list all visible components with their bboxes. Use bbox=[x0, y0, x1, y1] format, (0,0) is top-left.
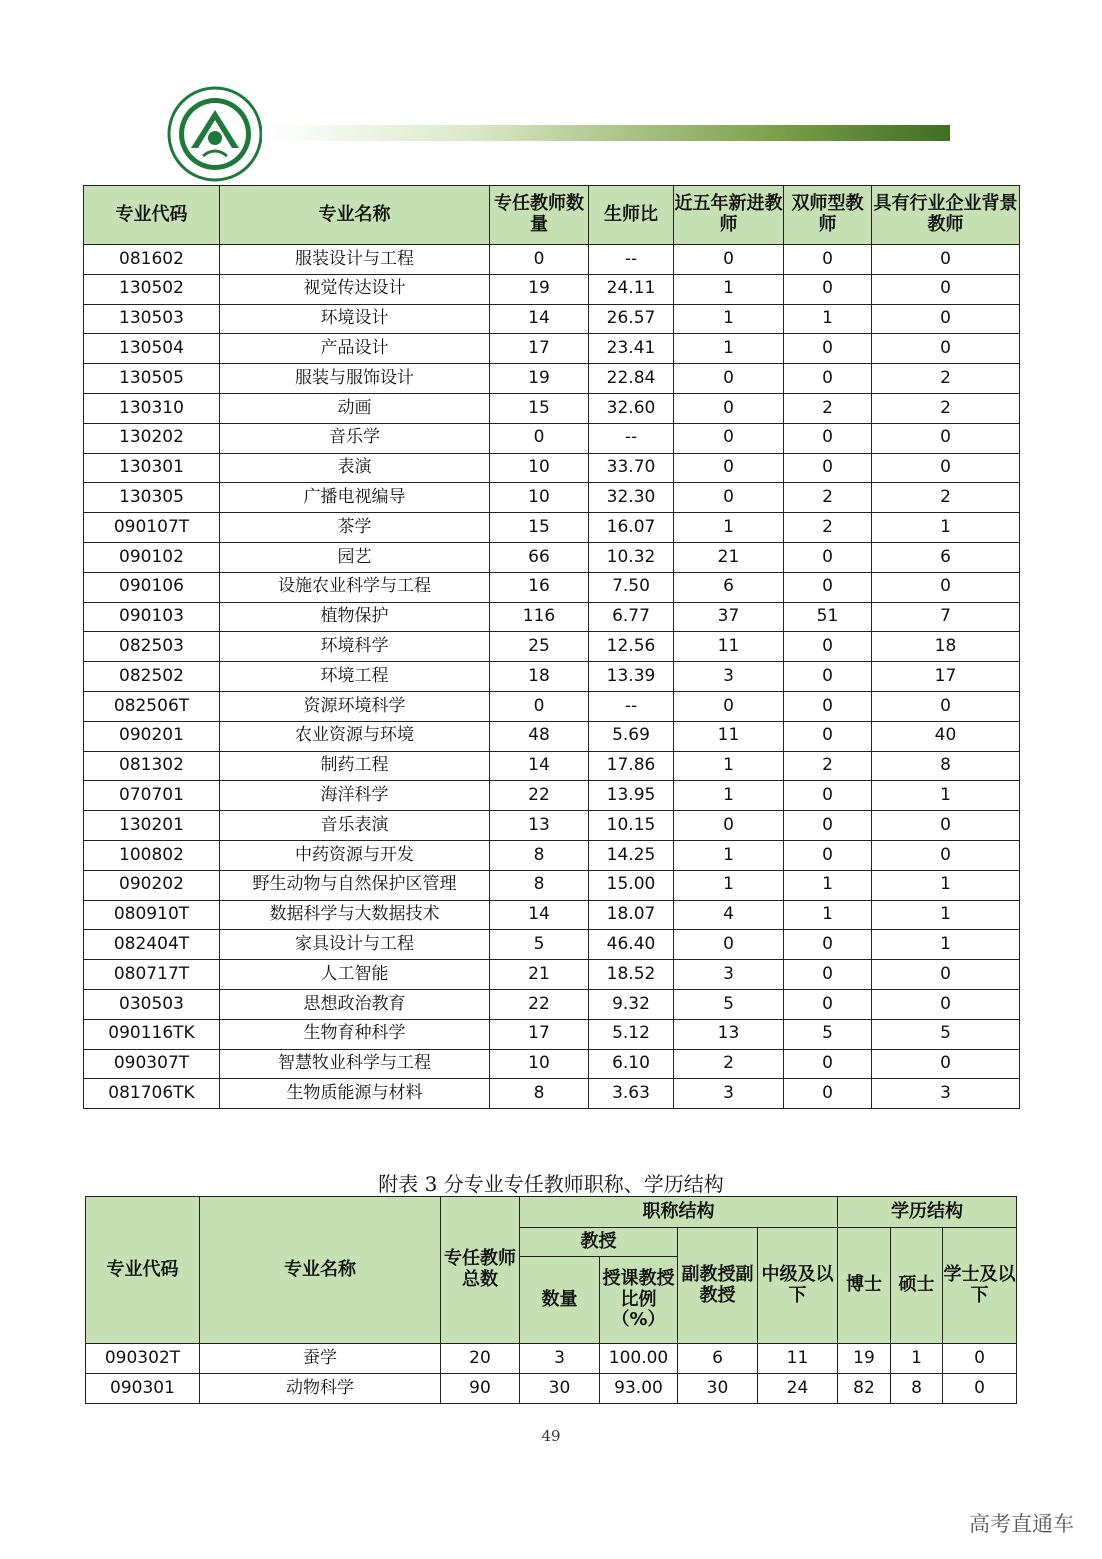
table-cell: 1 bbox=[784, 304, 872, 334]
table-cell: 视觉传达设计 bbox=[220, 274, 490, 304]
table-cell: 10 bbox=[490, 483, 589, 513]
header-cell: 具有行业企业背景教师 bbox=[872, 186, 1020, 245]
table-cell: 130505 bbox=[84, 364, 220, 394]
table-cell: 081706TK bbox=[84, 1079, 220, 1109]
table-cell: 5.12 bbox=[589, 1019, 674, 1049]
table-cell: 1 bbox=[674, 781, 784, 811]
table-cell: 2 bbox=[674, 1049, 784, 1079]
table-row bbox=[84, 245, 1020, 275]
table-cell: 植物保护 bbox=[220, 602, 490, 632]
table-cell: 090307T bbox=[84, 1049, 220, 1079]
table-cell: 茶学 bbox=[220, 513, 490, 543]
table-cell: 1 bbox=[872, 781, 1020, 811]
table-cell: 17 bbox=[490, 1019, 589, 1049]
table-cell: 动物科学 bbox=[200, 1374, 441, 1404]
table-cell: 090116TK bbox=[84, 1019, 220, 1049]
table-row bbox=[84, 781, 1020, 811]
table-cell: 数据科学与大数据技术 bbox=[220, 900, 490, 930]
table-cell: 0 bbox=[872, 245, 1020, 275]
table-row bbox=[84, 900, 1020, 930]
table-cell: 081302 bbox=[84, 751, 220, 781]
table-row bbox=[84, 274, 1020, 304]
table-cell: 23.41 bbox=[589, 334, 674, 364]
table-cell: 8 bbox=[891, 1374, 943, 1404]
table-cell: 9.32 bbox=[589, 989, 674, 1019]
table-cell: 0 bbox=[872, 840, 1020, 870]
table-cell: 116 bbox=[490, 602, 589, 632]
table-row bbox=[84, 572, 1020, 602]
table-row bbox=[84, 721, 1020, 751]
table-cell: 1 bbox=[674, 751, 784, 781]
table-cell: 4 bbox=[674, 900, 784, 930]
table-cell: 082502 bbox=[84, 662, 220, 692]
table-cell: 13.95 bbox=[589, 781, 674, 811]
table-cell: 10 bbox=[490, 453, 589, 483]
table-row bbox=[84, 1079, 1020, 1109]
table-cell: 0 bbox=[872, 989, 1020, 1019]
table-cell: 8 bbox=[490, 1079, 589, 1109]
header-code: 专业代码 bbox=[86, 1197, 200, 1344]
table-cell: 15.00 bbox=[589, 870, 674, 900]
table-cell: 100802 bbox=[84, 840, 220, 870]
table-cell: 5 bbox=[674, 989, 784, 1019]
table-row bbox=[84, 1019, 1020, 1049]
table-cell: 0 bbox=[784, 960, 872, 990]
table-cell: 3 bbox=[674, 1079, 784, 1109]
table-cell: 人工智能 bbox=[220, 960, 490, 990]
table-cell: 1 bbox=[674, 870, 784, 900]
table-cell: 0 bbox=[872, 334, 1020, 364]
table-cell: 环境工程 bbox=[220, 662, 490, 692]
table-cell: 0 bbox=[872, 274, 1020, 304]
table-cell: 资源环境科学 bbox=[220, 691, 490, 721]
table-cell: 0 bbox=[784, 1049, 872, 1079]
table-cell: 中药资源与开发 bbox=[220, 840, 490, 870]
table-cell: 130202 bbox=[84, 423, 220, 453]
table-cell: 2 bbox=[872, 483, 1020, 513]
table-cell: 设施农业科学与工程 bbox=[220, 572, 490, 602]
table-row bbox=[84, 840, 1020, 870]
table-cell: 15 bbox=[490, 393, 589, 423]
table-cell: 130305 bbox=[84, 483, 220, 513]
table-cell: 66 bbox=[490, 542, 589, 572]
table-cell: 0 bbox=[674, 245, 784, 275]
table-cell: 5.69 bbox=[589, 721, 674, 751]
header-name: 专业名称 bbox=[200, 1197, 441, 1344]
table-cell: 1 bbox=[674, 840, 784, 870]
table-cell: 0 bbox=[784, 334, 872, 364]
table-cell: 130503 bbox=[84, 304, 220, 334]
table-cell: 82 bbox=[838, 1374, 891, 1404]
table-cell: 0 bbox=[784, 691, 872, 721]
table-cell: 0 bbox=[490, 245, 589, 275]
table-cell: 130504 bbox=[84, 334, 220, 364]
table-row bbox=[84, 542, 1020, 572]
table-cell: 082404T bbox=[84, 930, 220, 960]
table-caption: 附表 3 分专业专任教师职称、学历结构 bbox=[378, 1172, 724, 1196]
table-cell: 17 bbox=[872, 662, 1020, 692]
table-cell: 1 bbox=[674, 513, 784, 543]
table-cell: 思想政治教育 bbox=[220, 989, 490, 1019]
table-cell: 16.07 bbox=[589, 513, 674, 543]
table-cell: 0 bbox=[872, 811, 1020, 841]
table-cell: 7.50 bbox=[589, 572, 674, 602]
table-cell: 24.11 bbox=[589, 274, 674, 304]
header-edu-group: 学历结构 bbox=[838, 1197, 1017, 1228]
page-number: 49 bbox=[541, 1427, 561, 1445]
table-row bbox=[84, 691, 1020, 721]
table-row bbox=[84, 870, 1020, 900]
header-cell: 生师比 bbox=[589, 186, 674, 245]
table-row bbox=[84, 811, 1020, 841]
table-cell: 30 bbox=[520, 1374, 600, 1404]
table-cell: 0 bbox=[674, 393, 784, 423]
table-cell: 0 bbox=[784, 930, 872, 960]
table-cell: 17.86 bbox=[589, 751, 674, 781]
table-cell: 082503 bbox=[84, 632, 220, 662]
table-cell: 生物育种科学 bbox=[220, 1019, 490, 1049]
table-cell: 070701 bbox=[84, 781, 220, 811]
table-cell: 51 bbox=[784, 602, 872, 632]
table-cell: 10 bbox=[490, 1049, 589, 1079]
table-cell: 音乐表演 bbox=[220, 811, 490, 841]
table-cell: 0 bbox=[784, 989, 872, 1019]
table-cell: 0 bbox=[674, 483, 784, 513]
table-cell: 0 bbox=[784, 721, 872, 751]
table-cell: 广播电视编导 bbox=[220, 483, 490, 513]
table-cell: 0 bbox=[784, 811, 872, 841]
table-cell: 8 bbox=[490, 840, 589, 870]
table-cell: 090102 bbox=[84, 542, 220, 572]
table-cell: 0 bbox=[872, 960, 1020, 990]
header-mid: 中级及以下 bbox=[758, 1228, 838, 1344]
table-cell: 6 bbox=[674, 572, 784, 602]
table-cell: 0 bbox=[943, 1344, 1017, 1374]
table-cell: 30 bbox=[678, 1374, 758, 1404]
table-cell: 22.84 bbox=[589, 364, 674, 394]
header-professor: 教授 bbox=[520, 1228, 678, 1257]
header-title-group: 职称结构 bbox=[520, 1197, 838, 1228]
table-cell: 1 bbox=[891, 1344, 943, 1374]
table-cell: 6 bbox=[872, 542, 1020, 572]
table-row bbox=[84, 393, 1020, 423]
table-cell: 090301 bbox=[86, 1374, 200, 1404]
table-cell: 2 bbox=[784, 393, 872, 423]
table-cell: 1 bbox=[784, 900, 872, 930]
table-cell: 0 bbox=[784, 364, 872, 394]
table-cell: 生物质能源与材料 bbox=[220, 1079, 490, 1109]
table-cell: 1 bbox=[872, 930, 1020, 960]
table-cell: 090202 bbox=[84, 870, 220, 900]
table-row bbox=[84, 989, 1020, 1019]
table-cell: 19 bbox=[490, 364, 589, 394]
header-associate: 副教授副教授 bbox=[678, 1228, 758, 1344]
table-row bbox=[84, 662, 1020, 692]
table-cell: 表演 bbox=[220, 453, 490, 483]
table-cell: 15 bbox=[490, 513, 589, 543]
table-cell: -- bbox=[589, 245, 674, 275]
header-cell: 专业代码 bbox=[84, 186, 220, 245]
table-cell: 080717T bbox=[84, 960, 220, 990]
table-cell: 0 bbox=[784, 781, 872, 811]
table-cell: 0 bbox=[943, 1374, 1017, 1404]
header-cell: 双师型教师 bbox=[784, 186, 872, 245]
faculty-table bbox=[83, 185, 1020, 1109]
table-cell: 0 bbox=[784, 542, 872, 572]
table-cell: 11 bbox=[758, 1344, 838, 1374]
table-row bbox=[84, 304, 1020, 334]
table-cell: 21 bbox=[674, 542, 784, 572]
table-cell: 2 bbox=[872, 393, 1020, 423]
header-phd: 博士 bbox=[838, 1228, 891, 1344]
table-cell: 22 bbox=[490, 989, 589, 1019]
table-cell: 11 bbox=[674, 632, 784, 662]
table-row bbox=[84, 1049, 1020, 1079]
table-cell: 1 bbox=[872, 900, 1020, 930]
header-cell: 专业名称 bbox=[220, 186, 490, 245]
table-cell: 6.10 bbox=[589, 1049, 674, 1079]
title-education-table bbox=[85, 1196, 1017, 1404]
table-cell: 12.56 bbox=[589, 632, 674, 662]
table-cell: 22 bbox=[490, 781, 589, 811]
table-cell: 13 bbox=[674, 1019, 784, 1049]
table-cell: 0 bbox=[872, 423, 1020, 453]
table-cell: 服装设计与工程 bbox=[220, 245, 490, 275]
table-row bbox=[86, 1374, 1017, 1404]
table-cell: 0 bbox=[784, 632, 872, 662]
table-cell: 3 bbox=[520, 1344, 600, 1374]
table-cell: 10.32 bbox=[589, 542, 674, 572]
table-cell: 3 bbox=[674, 662, 784, 692]
table-cell: 081602 bbox=[84, 245, 220, 275]
table-row bbox=[84, 334, 1020, 364]
table-cell: 海洋科学 bbox=[220, 781, 490, 811]
table-cell: 030503 bbox=[84, 989, 220, 1019]
table-cell: 0 bbox=[674, 691, 784, 721]
table-cell: 3 bbox=[674, 960, 784, 990]
table-cell: 2 bbox=[784, 751, 872, 781]
table-cell: 14 bbox=[490, 304, 589, 334]
table-cell: 16 bbox=[490, 572, 589, 602]
table-cell: 产品设计 bbox=[220, 334, 490, 364]
table-cell: 130310 bbox=[84, 393, 220, 423]
table-cell: 6.77 bbox=[589, 602, 674, 632]
table-cell: 6 bbox=[678, 1344, 758, 1374]
table-cell: 130301 bbox=[84, 453, 220, 483]
table-cell: 8 bbox=[872, 751, 1020, 781]
table-cell: 10.15 bbox=[589, 811, 674, 841]
table-cell: 1 bbox=[674, 304, 784, 334]
table-cell: 1 bbox=[872, 870, 1020, 900]
table-cell: 0 bbox=[872, 1049, 1020, 1079]
table-cell: 32.60 bbox=[589, 393, 674, 423]
table-cell: -- bbox=[589, 691, 674, 721]
table-row bbox=[84, 483, 1020, 513]
table-cell: 服装与服饰设计 bbox=[220, 364, 490, 394]
table-cell: 090107T bbox=[84, 513, 220, 543]
table-cell: 18.52 bbox=[589, 960, 674, 990]
table-cell: 7 bbox=[872, 602, 1020, 632]
header-count: 数量 bbox=[520, 1257, 600, 1344]
table-cell: 环境科学 bbox=[220, 632, 490, 662]
table-cell: 130201 bbox=[84, 811, 220, 841]
table-row bbox=[86, 1344, 1017, 1374]
table-cell: 1 bbox=[674, 334, 784, 364]
table-cell: 13.39 bbox=[589, 662, 674, 692]
table-header-row bbox=[84, 186, 1020, 245]
table-cell: 33.70 bbox=[589, 453, 674, 483]
header-gradient-bar bbox=[262, 125, 950, 141]
table-cell: 32.30 bbox=[589, 483, 674, 513]
table-cell: 2 bbox=[784, 483, 872, 513]
table-row bbox=[84, 930, 1020, 960]
table-cell: 0 bbox=[490, 423, 589, 453]
table-cell: 家具设计与工程 bbox=[220, 930, 490, 960]
table-cell: 0 bbox=[784, 1079, 872, 1109]
table-cell: 0 bbox=[674, 930, 784, 960]
table-row bbox=[84, 423, 1020, 453]
table-row bbox=[84, 513, 1020, 543]
table-cell: 0 bbox=[674, 423, 784, 453]
table-cell: 0 bbox=[784, 423, 872, 453]
table-cell: 18 bbox=[490, 662, 589, 692]
table-cell: 3 bbox=[872, 1079, 1020, 1109]
table-cell: 5 bbox=[490, 930, 589, 960]
table-cell: 100.00 bbox=[600, 1344, 678, 1374]
header-total: 专任教师总数 bbox=[441, 1197, 520, 1344]
table-cell: 18.07 bbox=[589, 900, 674, 930]
header-bachelor: 学士及以下 bbox=[943, 1228, 1017, 1344]
table-cell: 8 bbox=[490, 870, 589, 900]
table-cell: 11 bbox=[674, 721, 784, 751]
table-cell: 0 bbox=[674, 811, 784, 841]
table-cell: 1 bbox=[674, 274, 784, 304]
table-cell: 13 bbox=[490, 811, 589, 841]
table-cell: 园艺 bbox=[220, 542, 490, 572]
table-cell: 46.40 bbox=[589, 930, 674, 960]
watermark: 高考直通车 bbox=[969, 1512, 1074, 1536]
table-cell: 19 bbox=[490, 274, 589, 304]
table-cell: 3.63 bbox=[589, 1079, 674, 1109]
table-cell: 18 bbox=[872, 632, 1020, 662]
table-cell: 2 bbox=[784, 513, 872, 543]
table-cell: 19 bbox=[838, 1344, 891, 1374]
table-cell: 090302T bbox=[86, 1344, 200, 1374]
table-row bbox=[84, 632, 1020, 662]
table-row bbox=[84, 602, 1020, 632]
table-cell: 48 bbox=[490, 721, 589, 751]
table-cell: 0 bbox=[872, 304, 1020, 334]
table-row bbox=[84, 453, 1020, 483]
table-cell: 25 bbox=[490, 632, 589, 662]
table-cell: 0 bbox=[872, 453, 1020, 483]
table-cell: 080910T bbox=[84, 900, 220, 930]
header-cell: 近五年新进教师 bbox=[674, 186, 784, 245]
table-cell: 14 bbox=[490, 900, 589, 930]
header-ratio: 授课教授比例（%） bbox=[600, 1257, 678, 1344]
table-cell: 0 bbox=[872, 691, 1020, 721]
table-cell: 0 bbox=[674, 364, 784, 394]
table-cell: 14.25 bbox=[589, 840, 674, 870]
table-cell: 制药工程 bbox=[220, 751, 490, 781]
table-cell: 野生动物与自然保护区管理 bbox=[220, 870, 490, 900]
table-cell: 90 bbox=[441, 1374, 520, 1404]
table-cell: 0 bbox=[490, 691, 589, 721]
table-cell: 20 bbox=[441, 1344, 520, 1374]
university-logo bbox=[167, 86, 263, 182]
table-cell: 2 bbox=[872, 364, 1020, 394]
table-cell: 环境设计 bbox=[220, 304, 490, 334]
header-cell: 专任教师数量 bbox=[490, 186, 589, 245]
table-cell: 1 bbox=[872, 513, 1020, 543]
table-cell: 17 bbox=[490, 334, 589, 364]
table-cell: 5 bbox=[872, 1019, 1020, 1049]
header-master: 硕士 bbox=[891, 1228, 943, 1344]
table-cell: 082506T bbox=[84, 691, 220, 721]
table-cell: 1 bbox=[784, 870, 872, 900]
table-cell: 24 bbox=[758, 1374, 838, 1404]
table-cell: 蚕学 bbox=[200, 1344, 441, 1374]
table-cell: 93.00 bbox=[600, 1374, 678, 1404]
table-cell: 0 bbox=[784, 662, 872, 692]
table-cell: 0 bbox=[784, 572, 872, 602]
table-cell: -- bbox=[589, 423, 674, 453]
table-cell: 音乐学 bbox=[220, 423, 490, 453]
table-cell: 0 bbox=[872, 572, 1020, 602]
table-cell: 5 bbox=[784, 1019, 872, 1049]
table-row bbox=[84, 364, 1020, 394]
table-cell: 37 bbox=[674, 602, 784, 632]
table-cell: 0 bbox=[784, 453, 872, 483]
table-cell: 0 bbox=[674, 453, 784, 483]
table-cell: 14 bbox=[490, 751, 589, 781]
table-cell: 农业资源与环境 bbox=[220, 721, 490, 751]
table-cell: 090201 bbox=[84, 721, 220, 751]
table-cell: 0 bbox=[784, 245, 872, 275]
table-cell: 40 bbox=[872, 721, 1020, 751]
table-cell: 动画 bbox=[220, 393, 490, 423]
table-cell: 26.57 bbox=[589, 304, 674, 334]
table-row bbox=[84, 751, 1020, 781]
table-row bbox=[84, 960, 1020, 990]
table-cell: 21 bbox=[490, 960, 589, 990]
table-cell: 0 bbox=[784, 274, 872, 304]
table-cell: 智慧牧业科学与工程 bbox=[220, 1049, 490, 1079]
table-cell: 0 bbox=[784, 840, 872, 870]
table-cell: 090106 bbox=[84, 572, 220, 602]
table-cell: 130502 bbox=[84, 274, 220, 304]
table-cell: 090103 bbox=[84, 602, 220, 632]
